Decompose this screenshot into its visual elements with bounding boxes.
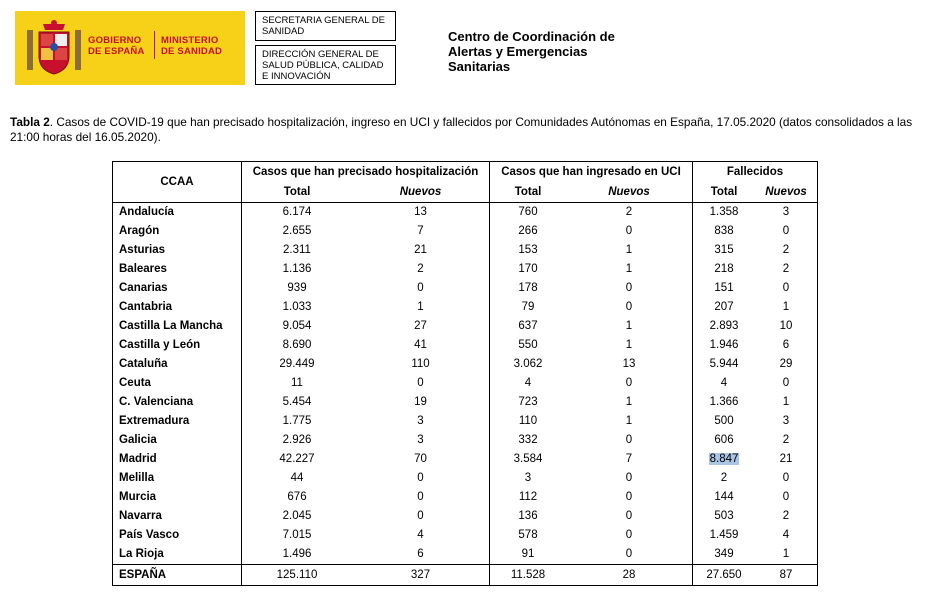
value-cell: 0 — [625, 472, 633, 484]
value-cell: 4 — [490, 374, 567, 393]
value-cell: 21 — [414, 244, 427, 256]
value-cell: 13 — [622, 358, 636, 370]
value-cell: 0 — [755, 279, 818, 298]
table-row — [113, 260, 818, 279]
value-cell: 112 — [490, 488, 567, 507]
value-cell: 0 — [625, 301, 633, 313]
region-name: Murcia — [113, 488, 242, 507]
value-cell: 1.496 — [242, 545, 353, 565]
value-cell: 0 — [417, 472, 424, 484]
value-cell: 6 — [417, 548, 424, 560]
value-cell: 91 — [490, 545, 567, 565]
page-title: Centro de Coordinación de Alertas y Emergencias Sanitarias — [448, 29, 615, 74]
value-cell: 2 — [693, 469, 756, 488]
value-cell: 676 — [242, 488, 353, 507]
value-cell: 1 — [755, 393, 818, 412]
value-cell: 4 — [755, 526, 818, 545]
table-row — [113, 222, 818, 241]
value-cell: 29 — [755, 355, 818, 374]
value-cell: 0 — [755, 222, 818, 241]
value-cell: 2.045 — [242, 507, 353, 526]
region-name: Melilla — [113, 469, 242, 488]
region-name: Ceuta — [113, 374, 242, 393]
value-cell: 1 — [755, 545, 818, 565]
value-cell: 5.454 — [242, 393, 353, 412]
value-cell: 939 — [242, 279, 353, 298]
ministerio-label: MINISTERIO DE SANIDAD — [161, 35, 223, 57]
group-hospitalizacion: Casos que han precisado hospitalización — [242, 162, 490, 183]
region-name: Baleares — [113, 260, 242, 279]
value-cell: 0 — [625, 491, 633, 503]
value-cell: 4 — [417, 529, 424, 541]
value-cell: 315 — [693, 241, 756, 260]
value-cell: 500 — [693, 412, 756, 431]
table-row — [113, 431, 818, 450]
value-cell: 1 — [625, 263, 633, 275]
value-cell: 1.775 — [242, 412, 353, 431]
value-cell: 0 — [417, 510, 424, 522]
table-row — [113, 526, 818, 545]
value-cell: 70 — [414, 453, 427, 465]
value-cell: 2 — [755, 260, 818, 279]
value-cell: 1.136 — [242, 260, 353, 279]
value-cell: 2 — [755, 507, 818, 526]
total-label: ESPAÑA — [113, 564, 242, 585]
group-fallecidos: Fallecidos — [693, 162, 818, 183]
sub-total: Total — [693, 183, 756, 203]
value-cell: 503 — [693, 507, 756, 526]
total-cell: 27.650 — [693, 564, 756, 585]
value-cell: 29.449 — [242, 355, 353, 374]
logo-divider — [154, 31, 155, 59]
value-cell: 550 — [490, 336, 567, 355]
value-cell: 0 — [625, 282, 633, 294]
value-cell: 0 — [417, 282, 424, 294]
table-row — [113, 507, 818, 526]
value-cell: 3 — [755, 412, 818, 431]
value-cell: 0 — [625, 548, 633, 560]
value-cell: 4 — [693, 374, 756, 393]
value-cell: 2 — [755, 431, 818, 450]
value-cell: 13 — [352, 202, 490, 222]
table-body — [113, 202, 818, 564]
value-cell: 760 — [490, 202, 567, 222]
value-cell: 8.690 — [242, 336, 353, 355]
region-name: C. Valenciana — [113, 393, 242, 412]
direccion-box: DIRECCIÓN GENERAL DE SALUD PÚBLICA, CALIDAD E INNOVACIÓN — [255, 45, 396, 85]
region-name: Cataluña — [113, 355, 242, 374]
value-cell: 1 — [625, 415, 633, 427]
value-cell: 0 — [417, 491, 424, 503]
value-cell: 3 — [417, 434, 424, 446]
group-uci: Casos que han ingresado en UCI — [490, 162, 693, 183]
value-cell: 0 — [417, 377, 424, 389]
value-cell: 2.311 — [242, 241, 353, 260]
value-cell: 266 — [490, 222, 567, 241]
value-cell: 838 — [693, 222, 756, 241]
value-cell: 144 — [693, 488, 756, 507]
region-name: Madrid — [113, 450, 242, 469]
value-cell: 0 — [625, 529, 633, 541]
region-name: Aragón — [113, 222, 242, 241]
table-row — [113, 317, 818, 336]
value-cell: 44 — [242, 469, 353, 488]
total-cell: 28 — [566, 564, 693, 585]
region-name: Galicia — [113, 431, 242, 450]
table-row — [113, 241, 818, 260]
col-ccaa: CCAA — [113, 162, 242, 203]
total-row — [113, 564, 818, 585]
value-cell: 2 — [566, 202, 693, 222]
sub-nuevos: Nuevos — [399, 186, 442, 198]
value-cell: 2 — [417, 263, 424, 275]
total-cell: 11.528 — [490, 564, 567, 585]
value-cell: 0 — [625, 377, 633, 389]
value-cell: 723 — [490, 393, 567, 412]
table-row — [113, 412, 818, 431]
value-cell: 1 — [625, 339, 633, 351]
region-name: Canarias — [113, 279, 242, 298]
value-cell: 151 — [693, 279, 756, 298]
total-cell: 327 — [352, 564, 490, 585]
value-cell: 0 — [625, 225, 633, 237]
value-cell: 27 — [414, 320, 427, 332]
total-cell: 125.110 — [242, 564, 353, 585]
table-row — [113, 374, 818, 393]
value-cell: 1.946 — [693, 336, 756, 355]
value-cell: 7 — [417, 225, 424, 237]
sub-total: Total — [242, 183, 353, 203]
value-cell: 11 — [242, 374, 353, 393]
value-cell: 1 — [625, 320, 633, 332]
highlighted-value: 8.847 — [709, 453, 739, 465]
value-cell: 0 — [625, 434, 633, 446]
value-cell: 349 — [693, 545, 756, 565]
value-cell: 10 — [755, 317, 818, 336]
value-cell: 0 — [755, 488, 818, 507]
sub-nuevos: Nuevos — [608, 186, 650, 198]
value-cell: 3 — [755, 202, 818, 222]
covid-table — [112, 161, 818, 586]
sub-nuevos: Nuevos — [755, 183, 818, 203]
value-cell: 2.926 — [242, 431, 353, 450]
value-cell: 1 — [417, 301, 424, 313]
value-cell: 1.366 — [693, 393, 756, 412]
value-cell: 332 — [490, 431, 567, 450]
value-cell: 6.174 — [242, 202, 353, 222]
value-cell: 1 — [755, 298, 818, 317]
total-cell: 87 — [755, 564, 818, 585]
region-name: Navarra — [113, 507, 242, 526]
table-row — [113, 355, 818, 374]
value-cell: 178 — [490, 279, 567, 298]
value-cell: 0 — [755, 374, 818, 393]
table-row — [113, 545, 818, 565]
value-cell: 110 — [411, 358, 430, 370]
value-cell: 1.033 — [242, 298, 353, 317]
value-cell: 3 — [490, 469, 567, 488]
value-cell: 1 — [625, 244, 633, 256]
region-name: Asturias — [113, 241, 242, 260]
value-cell: 0 — [755, 469, 818, 488]
table-row — [113, 450, 818, 469]
value-cell: 1 — [625, 396, 633, 408]
value-cell: 3.584 — [490, 450, 567, 469]
region-name: País Vasco — [113, 526, 242, 545]
table-caption: Tabla 2. Casos de COVID-19 que han precisado hospitalización, ingreso en UCI y fallecidos por Comunidades Autónomas en España, 17.05.2020 (datos consolidados a las 21:00 horas del 16.05.2020). — [10, 115, 913, 144]
sub-total: Total — [490, 183, 567, 203]
value-cell: 2 — [755, 241, 818, 260]
value-cell: 41 — [414, 339, 427, 351]
region-name: La Rioja — [113, 545, 242, 565]
value-cell: 153 — [490, 241, 567, 260]
value-cell: 21 — [755, 450, 818, 469]
table-row — [113, 393, 818, 412]
value-cell: 606 — [693, 431, 756, 450]
region-name: Andalucía — [113, 202, 242, 222]
value-cell: 42.227 — [242, 450, 353, 469]
value-cell: 637 — [490, 317, 567, 336]
value-cell: 3.062 — [490, 355, 567, 374]
table-row — [113, 336, 818, 355]
region-name: Castilla La Mancha — [113, 317, 242, 336]
value-cell: 7.015 — [242, 526, 353, 545]
table-row — [113, 488, 818, 507]
value-cell: 19 — [414, 396, 427, 408]
table-row — [113, 202, 818, 222]
table-row — [113, 279, 818, 298]
value-cell: 170 — [490, 260, 567, 279]
coat-of-arms-icon — [25, 18, 83, 78]
value-cell: 1.459 — [693, 526, 756, 545]
value-cell: 207 — [693, 298, 756, 317]
value-cell: 9.054 — [242, 317, 353, 336]
value-cell: 2.655 — [242, 222, 353, 241]
region-name: Castilla y León — [113, 336, 242, 355]
value-cell: 7 — [625, 453, 633, 465]
value-cell: 578 — [490, 526, 567, 545]
value-cell: 136 — [490, 507, 567, 526]
table-row — [113, 298, 818, 317]
value-cell: 218 — [693, 260, 756, 279]
value-cell: 110 — [490, 412, 567, 431]
gobierno-label: GOBIERNO DE ESPAÑA — [88, 35, 145, 57]
region-name: Extremadura — [113, 412, 242, 431]
value-cell: 1.358 — [693, 202, 756, 222]
value-cell: 6 — [755, 336, 818, 355]
secretaria-box: SECRETARIA GENERAL DE SANIDAD — [255, 11, 396, 41]
region-name: Cantabria — [113, 298, 242, 317]
value-cell — [693, 450, 756, 469]
value-cell: 3 — [417, 415, 424, 427]
value-cell: 0 — [625, 510, 633, 522]
value-cell: 2.893 — [693, 317, 756, 336]
value-cell: 5.944 — [693, 355, 756, 374]
value-cell: 79 — [490, 298, 567, 317]
gobierno-logo — [15, 11, 245, 85]
table-row — [113, 469, 818, 488]
